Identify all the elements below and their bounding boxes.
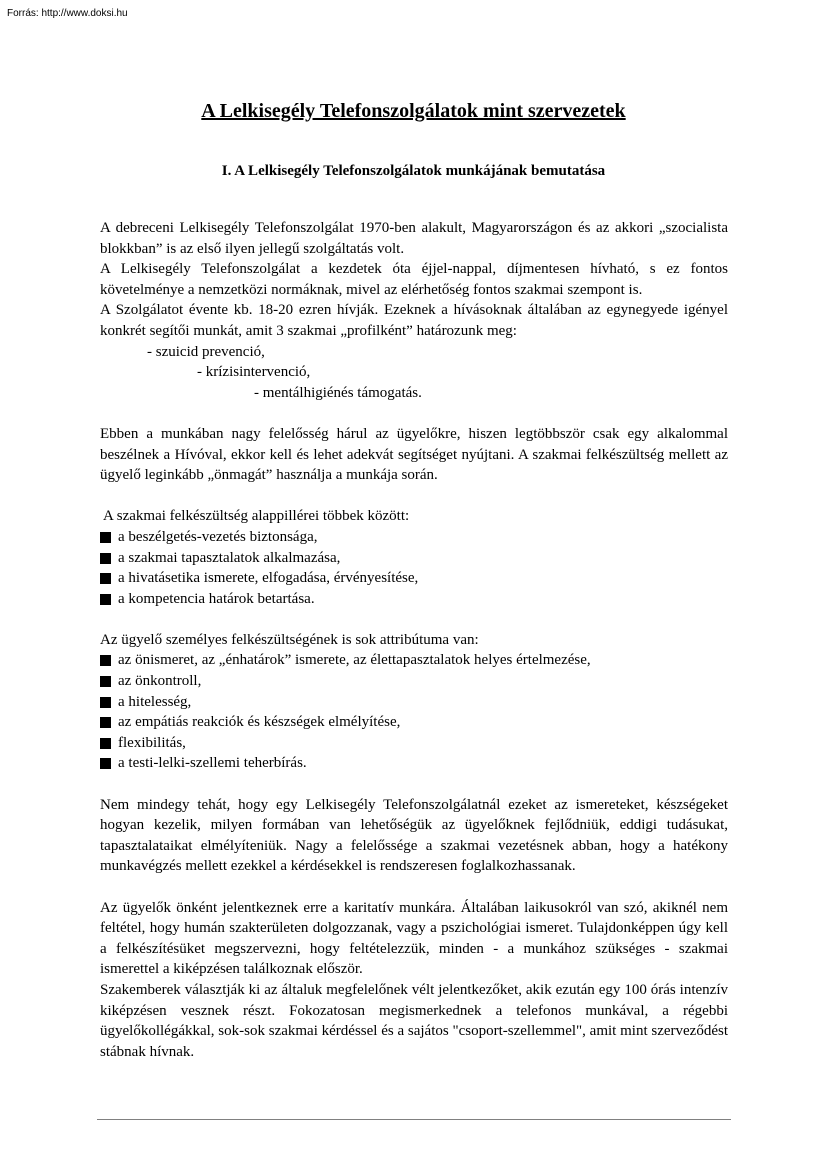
paragraph-intro-3: A Szolgálatot évente kb. 18-20 ezren hívják. Ezeknek a hívásoknak általában az egynegyede igényel konkrét segítői munkát, amit 3 szakmai „profilként” határozunk meg: <box>100 302 728 339</box>
list-item: a szakmai tapasztalatok alkalmazása, <box>100 548 728 569</box>
square-bullet-icon <box>100 655 111 666</box>
list-item: a hitelesség, <box>100 692 728 713</box>
paragraph-responsibility: Ebben a munkában nagy felelősség hárul az ügyelőkre, hiszen legtöbbször csak egy alkalommal beszélnek a Hívóval, ekkor kell és lehet adekvát segítséget nyújtani. A szakmai felkészültség mellett az ügyelő leginkább „önmagát” használja a munkája során. <box>100 425 728 484</box>
square-bullet-icon <box>100 553 111 564</box>
list-item: a hivatásetika ismerete, elfogadása, érvényesítése, <box>100 568 728 589</box>
document-body <box>100 218 728 1062</box>
list-item: az önkontroll, <box>100 671 728 692</box>
pillars-list <box>100 527 728 609</box>
page-title: A Lelkisegély Telefonszolgálatok mint szervezetek <box>201 100 626 122</box>
attributes-lead: Az ügyelő személyes felkészültségének is sok attribútuma van: <box>100 631 479 648</box>
list-item: a testi-lelki-szellemi teherbírás. <box>100 753 728 774</box>
attributes-list <box>100 650 728 774</box>
list-item: az empátiás reakciók és készségek elmélyítése, <box>100 712 728 733</box>
profile-item: - krízisintervenció, <box>197 364 311 381</box>
pillars-lead: A szakmai felkészültség alappillérei többek között: <box>103 508 410 525</box>
square-bullet-icon <box>100 532 111 543</box>
paragraph-volunteers: Az ügyelők önként jelentkeznek erre a karitatív munkára. Általában laikusokról van szó, akiknél nem feltétel, hogy humán szakterületen dolgozzanak, vagy a pszichológiai ismeret. Tulajdonképpen úgy kell a felkészítésüket megszervezni, hogy feltételezzük, minden - a munkához szükséges - szakmai ismerettel a kiképzésen találkoznak először. <box>100 899 728 978</box>
paragraph-development: Nem mindegy tehát, hogy egy Lelkisegély Telefonszolgálatnál ezeket az ismereteket, készségeket hogyan kezelik, milyen formában van lehetőségük az ügyelőknek fejlődniük, eddigi tudásukat, tapasztalataikat elmélyíteniük. Nagy a felelőssége a szakmai vezetésnek abban, hogy a hatékony munkavégzés mellett ezekkel a kérdésekkel is rendszeresen foglalkozhassanak. <box>100 796 728 875</box>
paragraph-intro-1: A debreceni Lelkisegély Telefonszolgálat 1970-ben alakult, Magyarországon és az akkori „szocialista blokkban” is az első ilyen jellegű szolgáltatás volt. <box>100 220 728 257</box>
square-bullet-icon <box>100 676 111 687</box>
paragraph-intro-2: A Lelkisegély Telefonszolgálat a kezdetek óta éjjel-nappal, díjmentesen hívható, s ez fontos követelménye a nemzetközi normáknak, mivel az elérhetőség fontos szakmai szempont is. <box>100 261 728 298</box>
profile-item: - szuicid prevenció, <box>147 343 265 360</box>
source-url: Forrás: http://www.doksi.hu <box>7 8 128 19</box>
list-item: flexibilitás, <box>100 733 728 754</box>
square-bullet-icon <box>100 717 111 728</box>
square-bullet-icon <box>100 594 111 605</box>
profile-item: - mentálhigiénés támogatás. <box>254 384 422 401</box>
square-bullet-icon <box>100 697 111 708</box>
square-bullet-icon <box>100 758 111 769</box>
paragraph-training: Szakemberek választják ki az általuk megfelelőnek vélt jelentkezőket, akik ezután egy 100 órás intenzív kiképzésen vesznek részt. Fokozatosan megismerkednek a telefonos munkával, a régebbi ügyelőkollégákkal, sok-sok szakmai kérdéssel és a sajátos "csoport-szellemmel", amit mint szerveződést stábnak hívnak. <box>100 981 728 1060</box>
list-item: a beszélgetés-vezetés biztonsága, <box>100 527 728 548</box>
square-bullet-icon <box>100 573 111 584</box>
section-heading: I. A Lelkisegély Telefonszolgálatok munkájának bemutatása <box>221 163 606 179</box>
footer-divider <box>97 1119 731 1120</box>
list-item: az önismeret, az „énhatárok” ismerete, az élettapasztalatok helyes értelmezése, <box>100 650 728 671</box>
list-item: a kompetencia határok betartása. <box>100 589 728 610</box>
square-bullet-icon <box>100 738 111 749</box>
